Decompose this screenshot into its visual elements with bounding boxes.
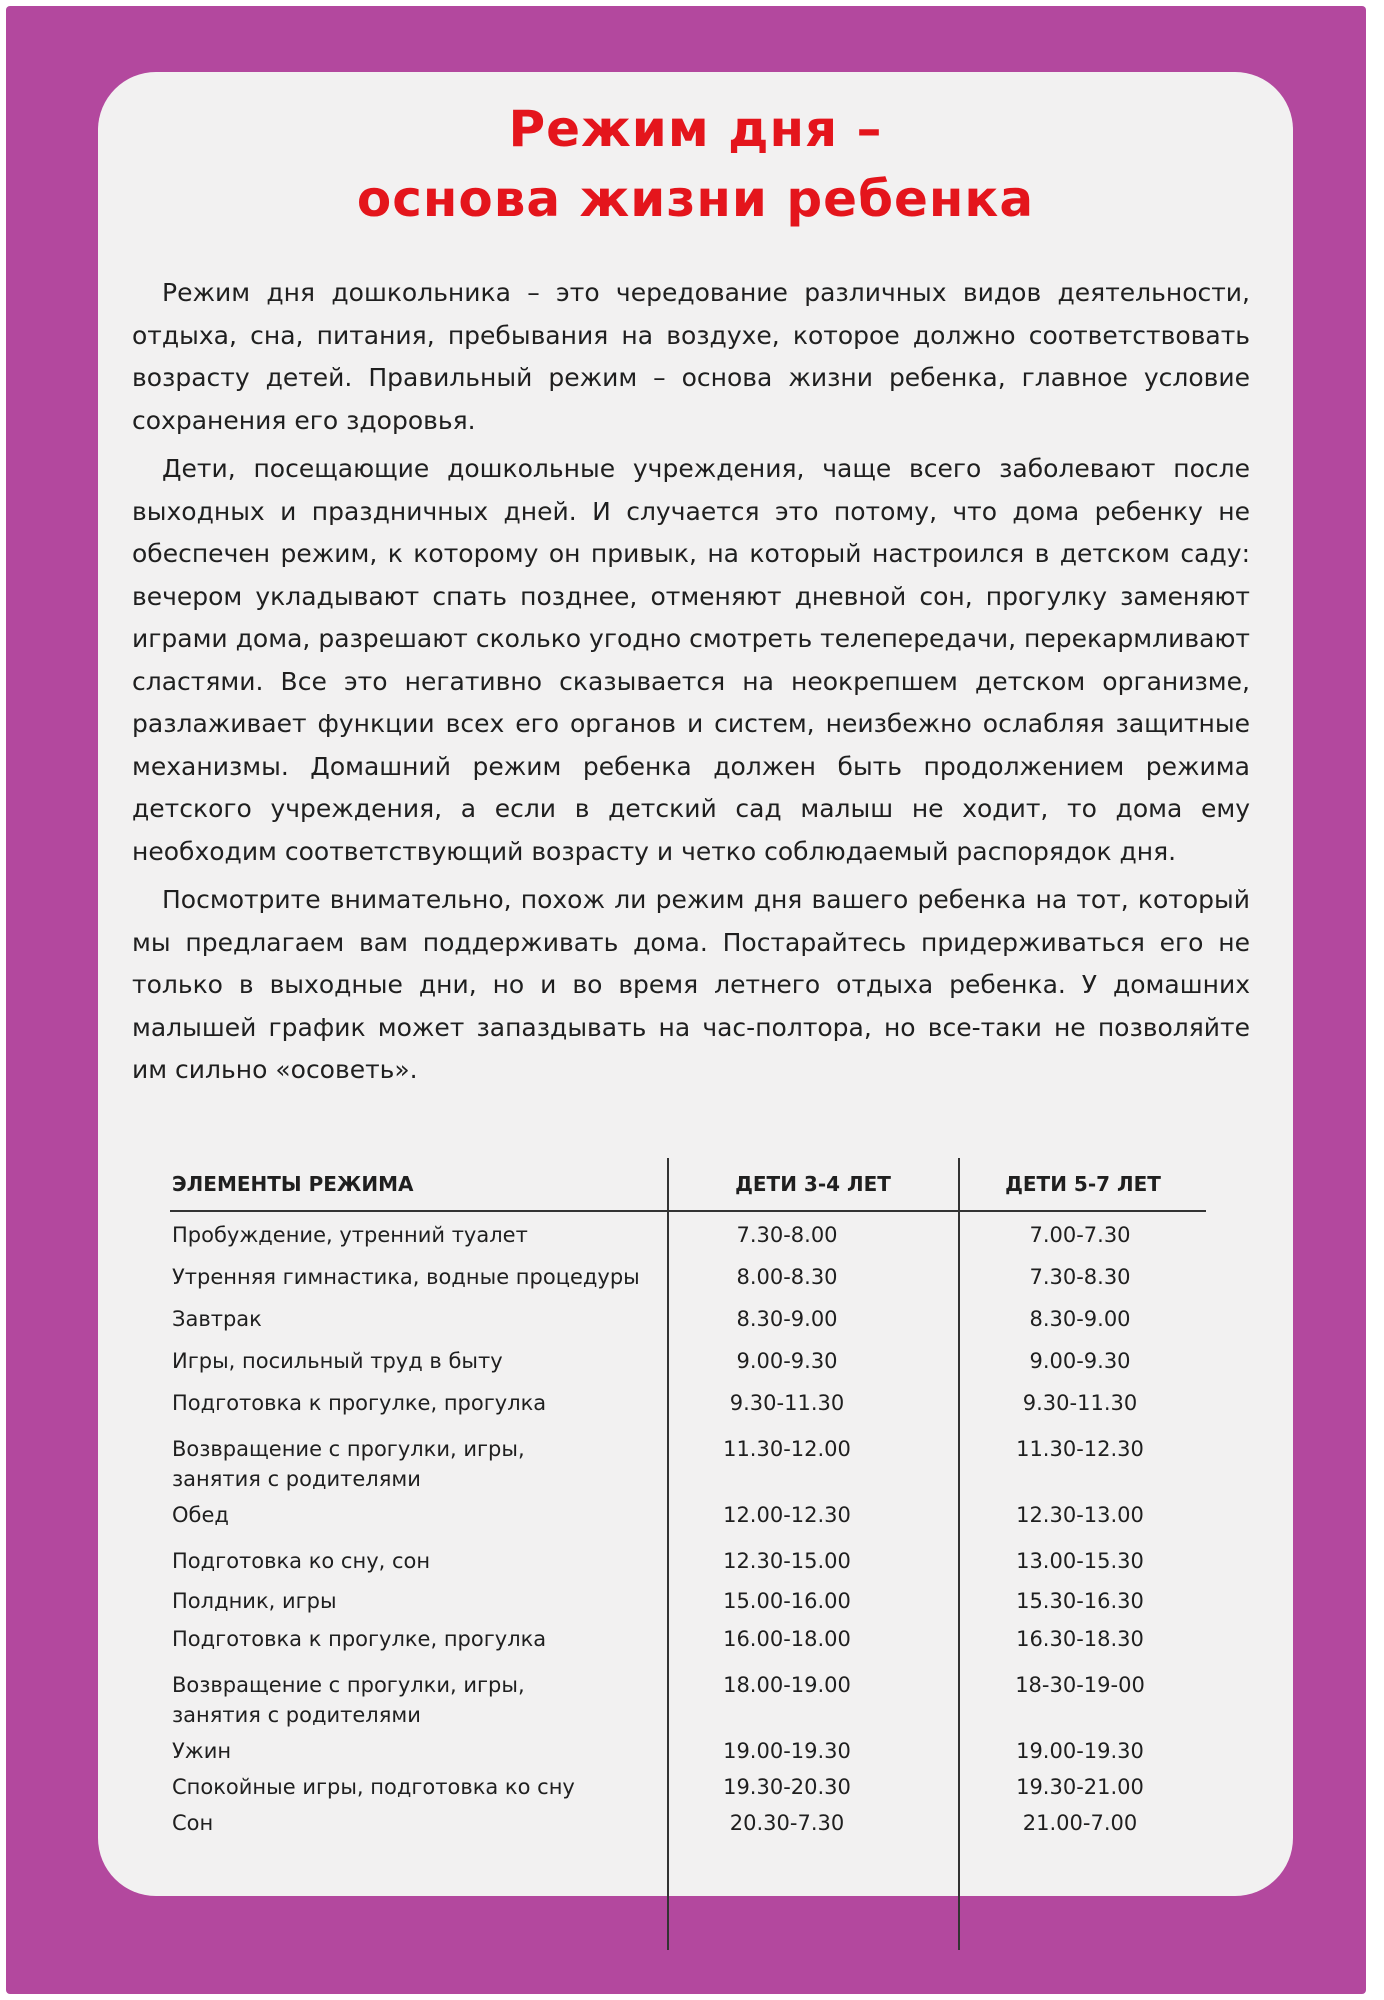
time-cell-3-4: 16.00-18.00: [723, 1627, 851, 1651]
header-age-3-4: ДЕТИ 3-4 ЛЕТ: [735, 1172, 891, 1196]
time-cell-5-7: 18-30-19-00: [1015, 1673, 1145, 1697]
activity-cell: Возвращение с прогулки, игры, занятия с родителями: [172, 1673, 525, 1727]
time-cell-3-4: 12.00-12.30: [723, 1503, 851, 1527]
title-line-2: основа жизни ребенка: [356, 170, 1035, 228]
time-cell-5-7: 8.30-9.00: [1029, 1307, 1131, 1331]
page-title: [98, 94, 1293, 234]
time-cell-3-4: 11.30-12.00: [723, 1437, 851, 1461]
time-cell-5-7: 11.30-12.30: [1016, 1437, 1144, 1461]
time-cell-3-4: 19.30-20.30: [723, 1775, 851, 1799]
time-cell-5-7: 16.30-18.30: [1016, 1627, 1144, 1651]
time-cell-3-4: 7.30-8.00: [736, 1223, 838, 1247]
header-activity: ЭЛЕМЕНТЫ РЕЖИМА: [172, 1172, 414, 1196]
content-panel: [98, 72, 1293, 1896]
time-cell-3-4: 8.30-9.00: [736, 1307, 838, 1331]
activity-cell: Полдник, игры: [172, 1589, 337, 1613]
header-age-5-7: ДЕТИ 5-7 ЛЕТ: [1005, 1172, 1161, 1196]
activity-cell: Обед: [172, 1503, 229, 1527]
time-cell-3-4: 15.00-16.00: [723, 1589, 851, 1613]
time-cell-3-4: 12.30-15.00: [723, 1549, 851, 1573]
paragraph: Дети, посещающие дошкольные учреждения, чаще всего заболевают после выходных и праздничных дней. И случается это потому, что дома ребенку не обеспечен режим, к которому он привык, на который настроился в детском саду: вечером укладывают спать позднее, отменяют дневной сон, прогулку заменяют играми дома, разрешают сколько угодно смотреть телепередачи, перекармливают сластями. Все это негативно сказывается на неокрепшем детском организме, разлаживает функции всех его органов и систем, неизбежно ослабляя защитные механизмы. Домашний режим ребенка должен быть продолжением режима детского учреждения, а если в детский сад малыш не ходит, то дома ему необходим соответствующий возрасту и четко соблюдаемый распорядок дня.: [132, 454, 1250, 866]
activity-cell: Подготовка ко сну, сон: [172, 1549, 431, 1573]
time-cell-5-7: 7.00-7.30: [1029, 1223, 1131, 1247]
time-cell-5-7: 21.00-7.00: [1022, 1811, 1138, 1835]
activity-cell: Сон: [172, 1811, 214, 1835]
activity-cell: Игры, посильный труд в быту: [172, 1349, 503, 1373]
activity-cell: Подготовка к прогулке, прогулка: [172, 1627, 547, 1651]
time-cell-5-7: 9.30-11.30: [1022, 1391, 1138, 1415]
activity-cell: Спокойные игры, подготовка ко сну: [172, 1775, 575, 1799]
schedule-table: [170, 1158, 1206, 1948]
time-cell-5-7: 19.30-21.00: [1016, 1775, 1144, 1799]
time-cell-5-7: 13.00-15.30: [1016, 1549, 1144, 1573]
activity-cell: Возвращение с прогулки, игры, занятия с родителями: [172, 1437, 525, 1491]
time-cell-5-7: 12.30-13.00: [1016, 1503, 1144, 1527]
time-cell-3-4: 20.30-7.30: [729, 1811, 845, 1835]
time-cell-3-4: 9.30-11.30: [729, 1391, 845, 1415]
intro-text: [132, 272, 1250, 1098]
activity-cell: Утренняя гимнастика, водные процедуры: [172, 1265, 640, 1289]
activity-cell: Подготовка к прогулке, прогулка: [172, 1391, 547, 1415]
time-cell-5-7: 9.00-9.30: [1029, 1349, 1131, 1373]
activity-cell: Ужин: [172, 1739, 232, 1763]
title-line-1: Режим дня –: [508, 100, 883, 158]
time-cell-3-4: 8.00-8.30: [736, 1265, 838, 1289]
time-cell-3-4: 18.00-19.00: [723, 1673, 851, 1697]
time-cell-5-7: 19.00-19.30: [1016, 1739, 1144, 1763]
activity-cell: Завтрак: [172, 1307, 262, 1331]
paragraph: Посмотрите внимательно, похож ли режим дня вашего ребенка на тот, который мы предлагаем вам поддерживать дома. Постарайтесь придерживаться его не только в выходные дни, но и во время летнего отдыха ребенка. У домашних малышей график может запаздывать на час-полтора, но все-таки не позволяйте им сильно «осоветь».: [132, 885, 1250, 1084]
header-divider: [170, 1210, 1206, 1212]
paragraph: Режим дня дошкольника – это чередование различных видов деятельности, отдыха, сна, питания, пребывания на воздухе, которое должно соответствовать возрасту детей. Правильный режим – основа жизни ребенка, главное условие сохранения его здоровья.: [132, 278, 1250, 435]
time-cell-5-7: 7.30-8.30: [1029, 1265, 1131, 1289]
time-cell-3-4: 9.00-9.30: [736, 1349, 838, 1373]
time-cell-3-4: 19.00-19.30: [723, 1739, 851, 1763]
activity-cell: Пробуждение, утренний туалет: [172, 1223, 528, 1247]
time-cell-5-7: 15.30-16.30: [1016, 1589, 1144, 1613]
